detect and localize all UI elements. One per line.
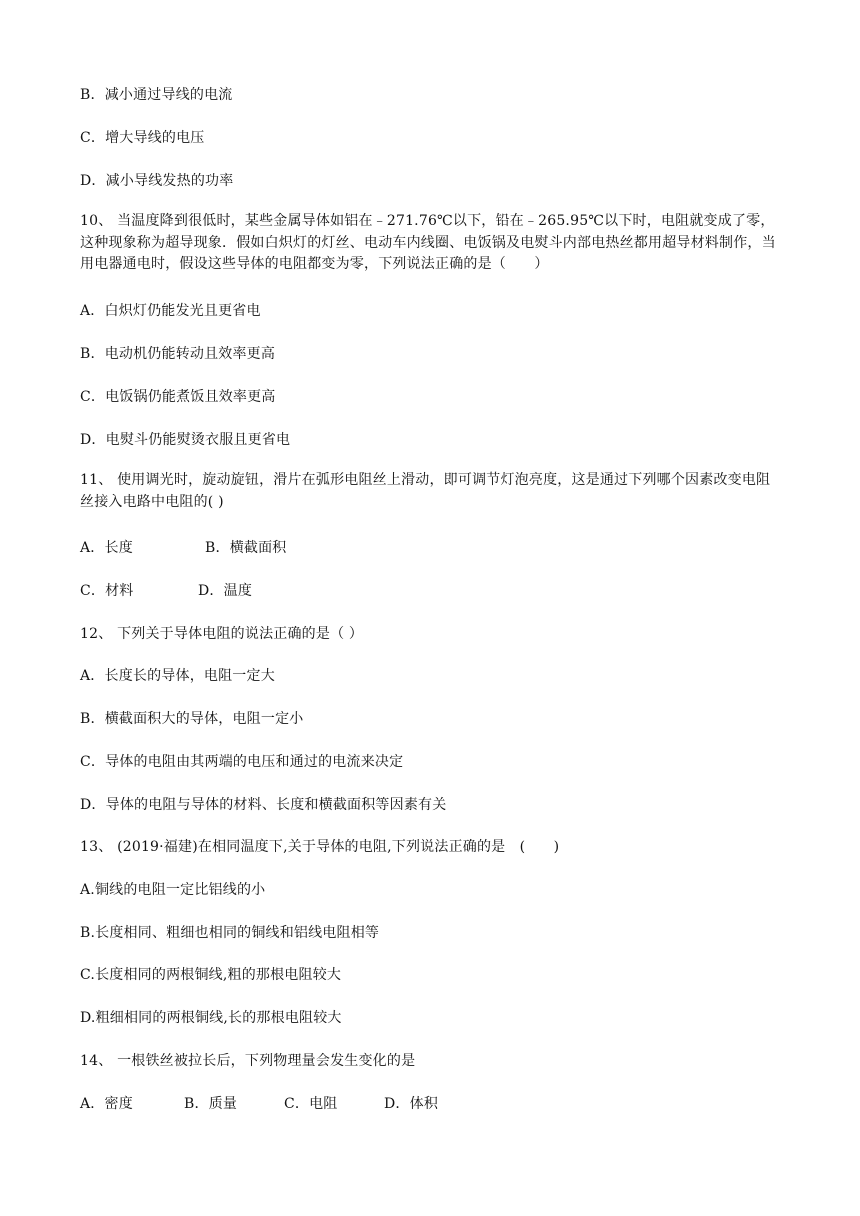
q10-option-d: D．电熨斗仍能熨烫衣服且更省电: [80, 432, 291, 448]
q9-option-d: D．减小导线发热的功率: [80, 173, 234, 189]
q13-option-b: B.长度相同、粗细也相同的铜线和铝线电阻相等: [80, 925, 380, 941]
q12-stem: 12、 下列关于导体电阻的说法正确的是（ ）: [80, 626, 364, 642]
q14-option-a: A．密度: [80, 1096, 133, 1112]
q12-option-a: A．长度长的导体，电阻一定大: [80, 668, 275, 684]
q11-option-d: D．温度: [198, 583, 253, 599]
q10-option-c: C．电饭锅仍能煮饭且效率更高: [80, 389, 276, 405]
q13-option-a: A.铜线的电阻一定比铝线的小: [80, 882, 266, 898]
q13-option-c: C.长度相同的两根铜线,粗的那根电阻较大: [80, 967, 342, 983]
q10-option-a: A．白炽灯仍能发光且更省电: [80, 303, 261, 319]
q11-option-c: C．材料: [80, 583, 134, 599]
q11-option-a: A．长度: [80, 540, 133, 556]
q9-option-c: C．增大导线的电压: [80, 130, 205, 146]
q11-stem: 11、 使用调光时，旋动旋钮，滑片在弧形电阻丝上滑动，即可调节灯泡亮度，这是通过下列哪个因素改变电阻丝接入电路中电阻的( ): [80, 472, 771, 510]
q14-option-b: B．质量: [184, 1096, 238, 1112]
q13-option-d: D.粗细相同的两根铜线,长的那根电阻较大: [80, 1010, 342, 1026]
q11-options-row2: [80, 580, 252, 600]
q10-option-b: B．电动机仍能转动且效率更高: [80, 346, 276, 362]
q14-option-d: D．体积: [384, 1096, 439, 1112]
q12-option-c: C．导体的电阻由其两端的电压和通过的电流来决定: [80, 754, 404, 770]
q14-options-row: [80, 1093, 438, 1113]
q14-stem: 14、 一根铁丝被拉长后，下列物理量会发生变化的是: [80, 1053, 416, 1069]
q10-stem: 10、 当温度降到很低时，某些金属导体如铝在﹣271.76℃以下，铅在﹣265.95℃以下时，电阻就变成了零，这种现象称为超导现象．假如白炽灯的灯丝、电动车内线圈、电饭锅及电熨斗内部电热丝都用超导材料制作，当用电器通电时，假设这些导体的电阻都变为零，下列说法正确的是（ ）: [80, 213, 776, 272]
q13-stem: 13、 (2019·福建)在相同温度下,关于导体的电阻,下列说法正确的是 ( ): [80, 839, 560, 855]
q12-option-b: B．横截面积大的导体，电阻一定小: [80, 711, 304, 727]
q12-option-d: D．导体的电阻与导体的材料、长度和横截面积等因素有关: [80, 797, 447, 813]
q11-options-row1: [80, 537, 287, 557]
q11-option-b: B．横截面积: [205, 540, 287, 556]
q9-option-b: B．减小通过导线的电流: [80, 87, 233, 103]
q14-option-c: C．电阻: [284, 1096, 338, 1112]
